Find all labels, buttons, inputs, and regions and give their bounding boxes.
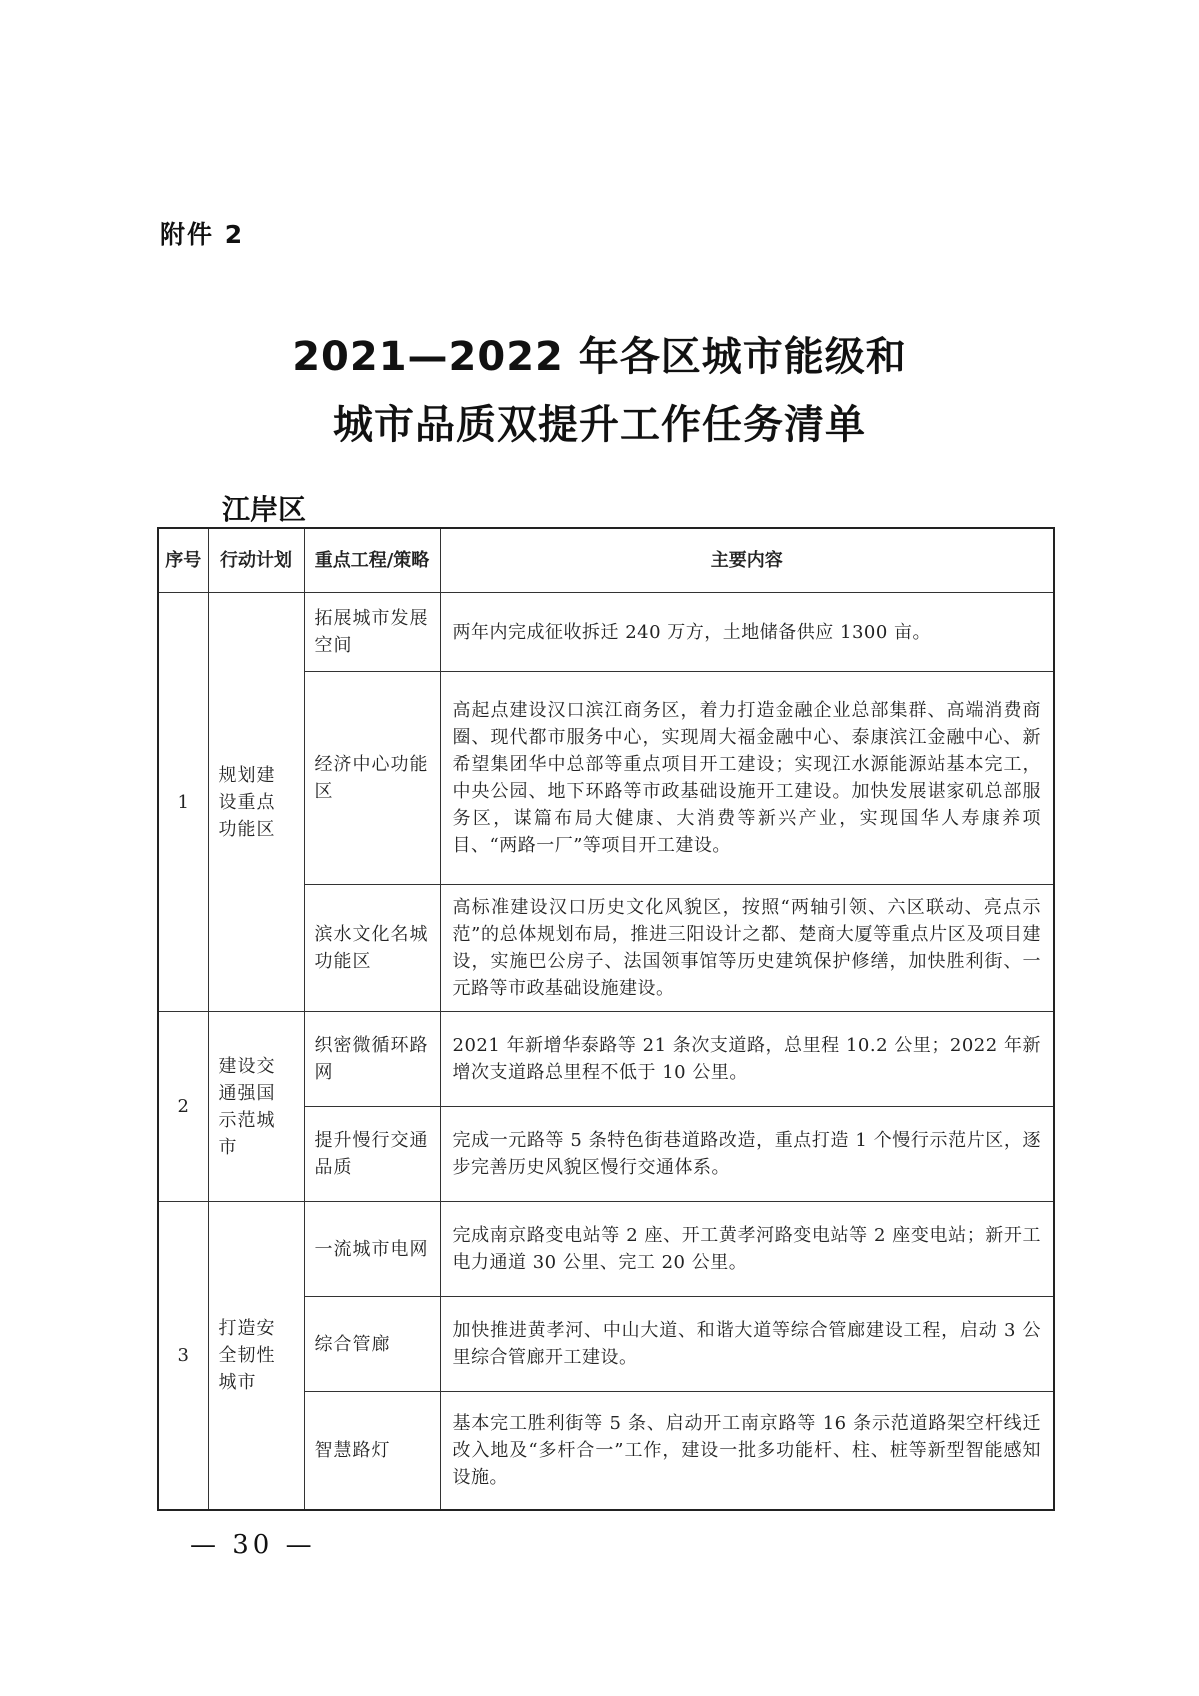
row-seq: 2 [158,1012,208,1202]
row-content: 高标准建设汉口历史文化风貌区，按照“两轴引领、六区联动、亮点示范”的总体规划布局，推进三阳设计之都、楚商大厦等重点片区及项目建设，实施巴公房子、法国领事馆等历史建筑保护修缮，加快胜利街、一元路等市政基础设施建设。 [440,885,1054,1012]
task-table [157,527,1055,1511]
table-header-row [158,528,1054,593]
row-content: 加快推进黄孝河、中山大道、和谐大道等综合管廊建设工程，启动 3 公里综合管廊开工建设。 [440,1297,1054,1392]
row-content: 两年内完成征收拆迁 240 万方，土地储备供应 1300 亩。 [440,593,1054,672]
row-project: 滨水文化名城功能区 [304,885,440,1012]
row-action: 打造安全韧性城市 [208,1202,304,1510]
row-seq: 3 [158,1202,208,1510]
row-action: 建设交通强国示范城市 [208,1012,304,1202]
attachment-label: 附件 2 [160,220,245,249]
row-content: 高起点建设汉口滨江商务区，着力打造金融企业总部集群、高端消费商圈、现代都市服务中心，实现周大福金融中心、泰康滨江金融中心、新希望集团华中总部等重点项目开工建设；实现江水源能源站基本完工，中央公园、地下环路等市政基础设施开工建设。加快发展谌家矶总部服务区，谋篇布局大健康、大消费等新兴产业，实现国华人寿康养项目、“两路一厂”等项目开工建设。 [440,672,1054,885]
document-title-line-2: 城市品质双提升工作任务清单 [333,402,866,448]
row-content: 完成一元路等 5 条特色街巷道路改造，重点打造 1 个慢行示范片区，逐步完善历史风貌区慢行交通体系。 [440,1107,1054,1202]
row-action: 规划建设重点功能区 [208,593,304,1012]
table-row [158,1202,1054,1297]
row-project: 智慧路灯 [304,1392,440,1510]
page-number: — 30 — [190,1530,316,1560]
row-project: 一流城市电网 [304,1202,440,1297]
document-title-line-1: 2021—2022 年各区城市能级和 [292,334,907,380]
header-action: 行动计划 [208,528,304,593]
row-project: 提升慢行交通品质 [304,1107,440,1202]
header-project: 重点工程/策略 [304,528,440,593]
row-content: 基本完工胜利街等 5 条、启动开工南京路等 16 条示范道路架空杆线迁改入地及“多杆合一”工作，建设一批多功能杆、柱、桩等新型智能感知设施。 [440,1392,1054,1510]
row-seq: 1 [158,593,208,1012]
row-content: 2021 年新增华泰路等 21 条次支道路，总里程 10.2 公里；2022 年新增次支道路总里程不低于 10 公里。 [440,1012,1054,1107]
table-row [158,1012,1054,1107]
table-row [158,593,1054,672]
row-project: 经济中心功能区 [304,672,440,885]
district-heading: 江岸区 [222,493,307,526]
row-project: 拓展城市发展空间 [304,593,440,672]
header-seq: 序号 [158,528,208,593]
header-content: 主要内容 [440,528,1054,593]
row-project: 综合管廊 [304,1297,440,1392]
row-content: 完成南京路变电站等 2 座、开工黄孝河路变电站等 2 座变电站；新开工电力通道 30 公里、完工 20 公里。 [440,1202,1054,1297]
row-project: 织密微循环路网 [304,1012,440,1107]
